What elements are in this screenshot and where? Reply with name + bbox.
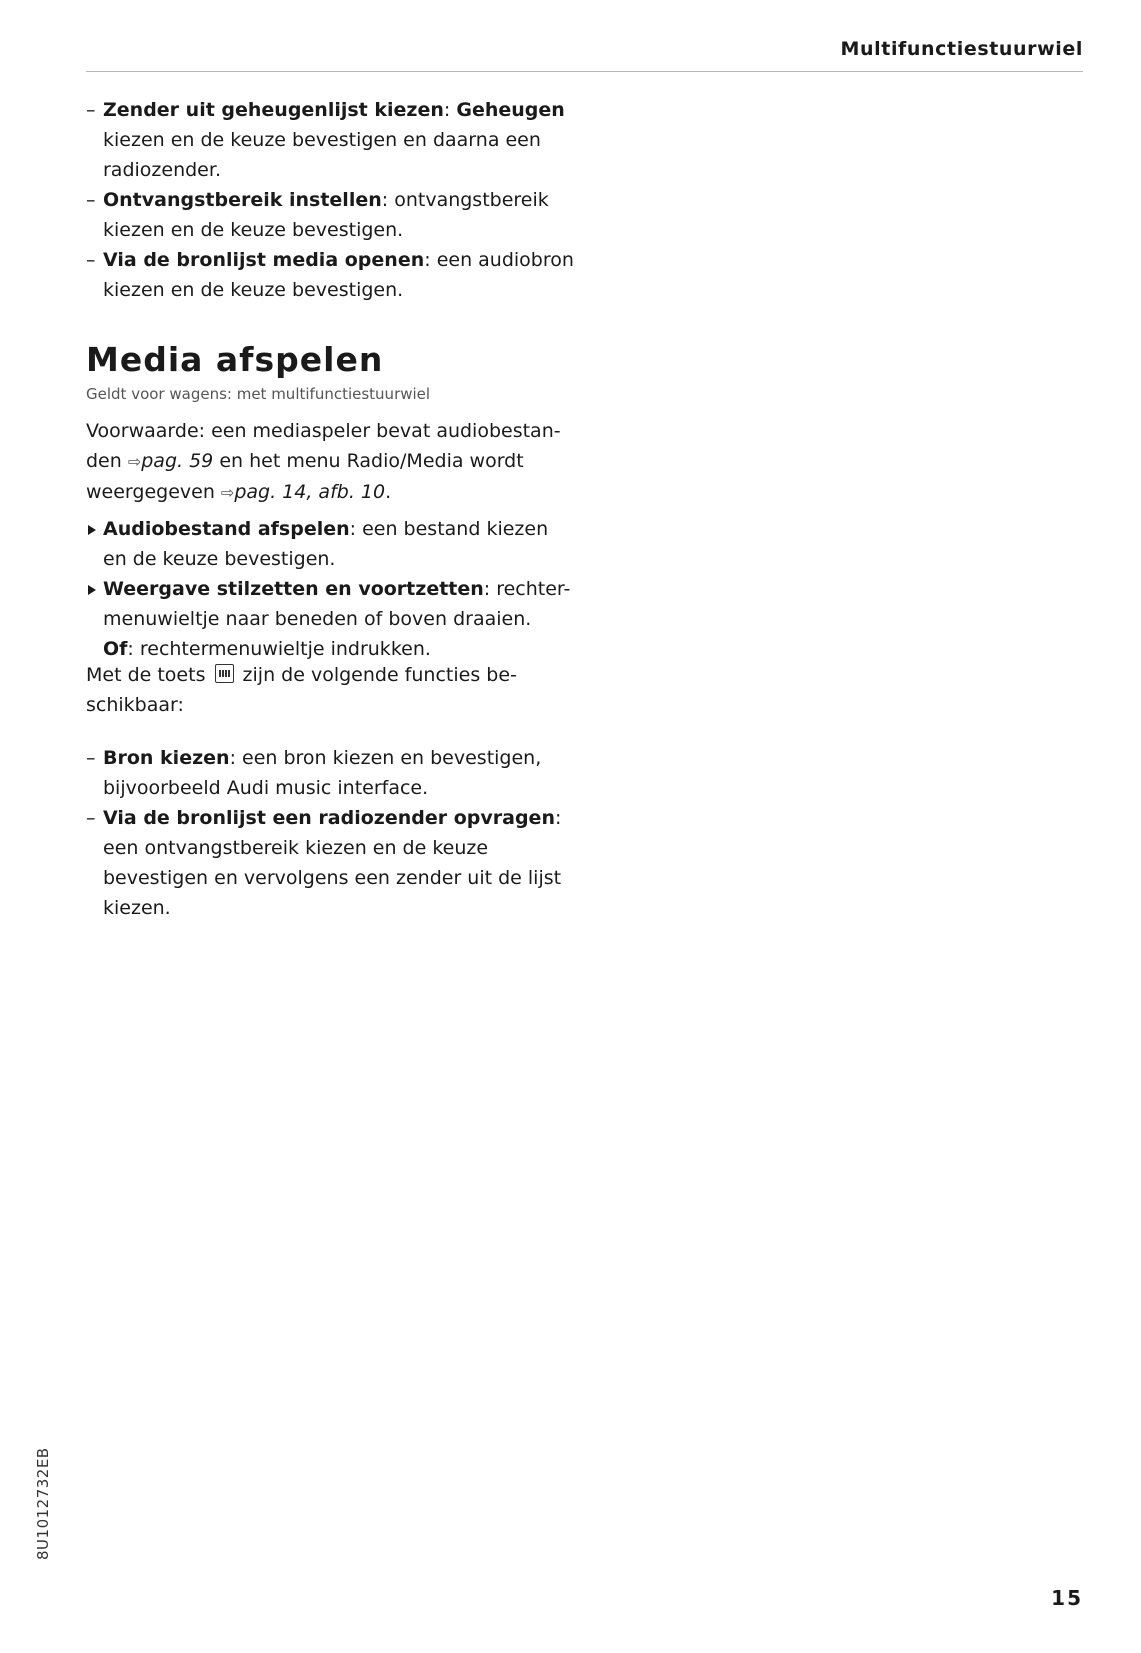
list-item-term: Ontvangstbereik instellen bbox=[103, 189, 382, 211]
list-item-text: een audiobron kiezen en de keuze bevestigen. bbox=[103, 249, 574, 301]
cross-reference-arrow-icon: ⇨ bbox=[127, 452, 142, 471]
dash-marker: – bbox=[86, 807, 96, 829]
step-term: Audiobestand afspelen bbox=[103, 518, 350, 540]
list-item bbox=[86, 803, 576, 923]
header-divider bbox=[86, 71, 1083, 72]
section-title: Media afspelen bbox=[86, 340, 384, 379]
key-sentence-before: Met de toets bbox=[86, 664, 212, 686]
page-reference-link[interactable]: pag. 59 bbox=[141, 450, 214, 472]
list-item-text: kiezen en de keuze bevestigen en daarna een radiozender. bbox=[103, 129, 541, 181]
separator: : bbox=[424, 249, 437, 271]
menu-key-icon bbox=[215, 664, 234, 683]
list-item bbox=[86, 743, 576, 803]
bottom-function-list bbox=[86, 743, 576, 923]
dash-marker: – bbox=[86, 99, 96, 121]
list-item-text: : een ontvangstbereik kiezen en de keuze bevestigen en vervolgens een zender uit de lijst kiezen. bbox=[103, 807, 562, 919]
list-item-text: : een bron kiezen en bevestigen, bijvoorbeeld Audi music interface. bbox=[103, 747, 542, 799]
step-alternative-term: Of bbox=[103, 638, 128, 660]
step-item bbox=[86, 574, 576, 664]
step-list bbox=[86, 514, 576, 664]
prerequisite-text: Voorwaarde: een mediaspeler bevat audiobestan-den bbox=[86, 420, 561, 472]
list-item-text: ontvangstbereik kiezen en de keuze bevestigen. bbox=[103, 189, 549, 241]
step-item bbox=[86, 514, 576, 574]
step-alternative-text: : rechtermenuwieltje indrukken. bbox=[127, 638, 431, 660]
step-triangle-icon bbox=[88, 585, 96, 595]
cross-reference-arrow-icon: ⇨ bbox=[220, 483, 235, 502]
separator: : bbox=[381, 189, 395, 211]
step-text: : een bestand kiezen en de keuze bevestigen. bbox=[103, 518, 549, 570]
list-item-term-secondary: Geheugen bbox=[456, 99, 565, 121]
list-item-term: Via de bronlijst media openen bbox=[103, 249, 425, 271]
step-triangle-icon bbox=[88, 525, 96, 535]
separator: : bbox=[443, 99, 457, 121]
list-item bbox=[86, 185, 576, 245]
applicability-note: Geldt voor wagens: met multifunctiestuurwiel bbox=[86, 385, 431, 403]
list-item-term: Bron kiezen bbox=[103, 747, 230, 769]
prerequisite-text: en het menu Radio/Media wordt weergegeven bbox=[86, 450, 524, 503]
step-term: Weergave stilzetten en voortzetten bbox=[103, 578, 484, 600]
dash-marker: – bbox=[86, 249, 96, 271]
page-reference-link[interactable]: pag. 14, afb. 10 bbox=[234, 481, 386, 503]
document-code: 8U1012732EB bbox=[34, 1447, 52, 1560]
list-item-term: Via de bronlijst een radiozender opvragen bbox=[103, 807, 555, 829]
list-item-term: Zender uit geheugenlijst kiezen bbox=[103, 99, 444, 121]
list-item bbox=[86, 245, 576, 305]
period: . bbox=[385, 481, 392, 503]
key-sentence-after: zijn de volgende functies be-schikbaar: bbox=[86, 664, 517, 716]
list-item bbox=[86, 95, 576, 185]
top-instruction-list bbox=[86, 95, 576, 305]
key-function-paragraph bbox=[86, 660, 576, 720]
page-number: 15 bbox=[1051, 1586, 1083, 1610]
step-text: : rechter-menuwieltje naar beneden of boven draaien. bbox=[103, 578, 571, 630]
dash-marker: – bbox=[86, 747, 96, 769]
prerequisite-paragraph bbox=[86, 416, 576, 508]
dash-marker: – bbox=[86, 189, 96, 211]
running-header-title: Multifunctiestuurwiel bbox=[840, 38, 1083, 60]
